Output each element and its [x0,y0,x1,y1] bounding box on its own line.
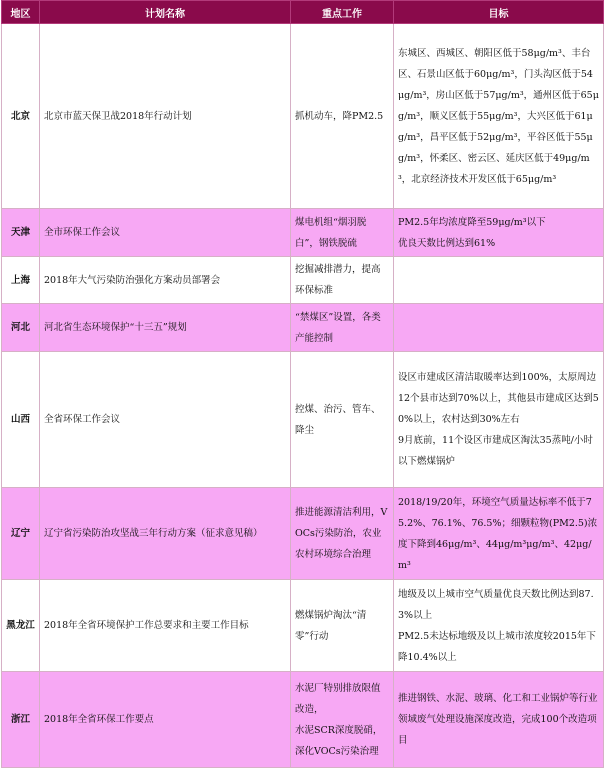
region-cell: 黑龙江 [2,580,40,672]
work-line: 煤电机组“烟羽脱白”，钢铁脱硫 [295,216,367,249]
work-line: 燃煤锅炉淘汰“清零”行动 [295,609,367,642]
target-line: PM2.5年均浓度降至59μg/m³以下 [398,216,546,228]
target-line: 地级及以上城市空气质量优良天数比例达到87.3%以上 [398,588,594,621]
work-line: 抓机动车，降PM2.5 [295,110,384,122]
work-line: “禁煤区”设置，各类产能控制 [295,311,381,344]
plan-cell: 河北省生态环境保护“十三五”规划 [40,304,291,352]
region-cell: 浙江 [2,672,40,768]
plan-cell: 辽宁省污染防治攻坚战三年行动方案（征求意见稿） [40,488,291,580]
table-row [2,488,604,580]
target-line: 东城区、西城区、朝阳区低于58μg/m³、丰台区、石景山区低于60μg/m³，门头沟区低于54μg/m³，房山区低于57μg/m³，通州区低于65μg/m³，顺义区低于55μg/m³，大兴区低于61μg/m³，昌平区低于52μg/m³，平谷区低于55μg/m³，怀柔区、密云区、延庆区低于49μg/m³，北京经济技术开发区低于65μg/m³ [398,47,599,185]
plan-cell: 2018年全省环境保护工作总要求和主要工作目标 [40,580,291,672]
work-line: 推进能源清洁利用，VOCs污染防治，农业农村环境综合治理 [295,507,388,560]
region-cell: 辽宁 [2,488,40,580]
target-cell [394,672,604,768]
work-cell [291,24,394,209]
plan-cell: 北京市蓝天保卫战2018年行动计划 [40,24,291,209]
target-line: PM2.5未达标地级及以上城市浓度较2015年下降10.4%以上 [398,630,596,663]
work-cell [291,580,394,672]
region-cell: 河北 [2,304,40,352]
header-plan-name: 计划名称 [40,1,291,24]
environmental-plans-table [1,0,604,768]
target-cell [394,580,604,672]
table-row [2,257,604,304]
plan-cell: 全省环保工作会议 [40,352,291,488]
header-region: 地区 [2,1,40,24]
target-line: 2018/19/20年，环境空气质量达标率不低于75.2%、76.1%、76.5%；细颗粒物(PM2.5)浓度下降到46μg/m³、44μg/m³μg/m³、42μg/m³ [398,496,598,571]
work-cell [291,488,394,580]
target-cell [394,257,604,304]
target-line: 设区市建成区清洁取暖率达到100%，太原周边12个县市达到70%以上，其他县市建成区达到50%以上，农村达到30%左右 [398,372,599,425]
work-line: 深化VOCs污染治理 [295,745,379,757]
table-row [2,672,604,768]
target-line: 优良天数比例达到61% [398,237,496,249]
target-cell [394,304,604,352]
header-target: 目标 [394,1,604,24]
region-cell: 天津 [2,209,40,257]
region-cell: 山西 [2,352,40,488]
work-cell [291,257,394,304]
table-row [2,352,604,488]
header-key-work: 重点工作 [291,1,394,24]
work-line: 挖掘减排潜力，提高环保标准 [295,264,381,296]
target-line: 9月底前，11个设区市建成区淘汰35蒸吨/小时以下燃煤锅炉 [398,435,593,467]
work-cell [291,304,394,352]
work-cell [291,209,394,257]
region-cell: 北京 [2,24,40,209]
table-row [2,304,604,352]
work-cell [291,352,394,488]
target-line: 推进钢铁、水泥、玻璃、化工和工业锅炉等行业领域废气处理设施深度改造，完成100个改造项目 [398,693,598,746]
header-row [2,1,604,24]
target-cell [394,209,604,257]
target-cell [394,488,604,580]
plan-cell: 2018年全省环保工作要点 [40,672,291,768]
work-line: 控煤、治污、管车、降尘 [295,403,381,436]
work-cell [291,672,394,768]
work-line: 水泥SCR深度脱硝， [295,724,383,736]
target-cell [394,352,604,488]
table-row [2,209,604,257]
table-row [2,24,604,209]
table-row [2,580,604,672]
plan-cell: 全市环保工作会议 [40,209,291,257]
work-line: 水泥厂特别排放限值改造， [295,682,381,715]
plan-cell: 2018年大气污染防治强化方案动员部署会 [40,257,291,304]
target-cell [394,24,604,209]
region-cell: 上海 [2,257,40,304]
